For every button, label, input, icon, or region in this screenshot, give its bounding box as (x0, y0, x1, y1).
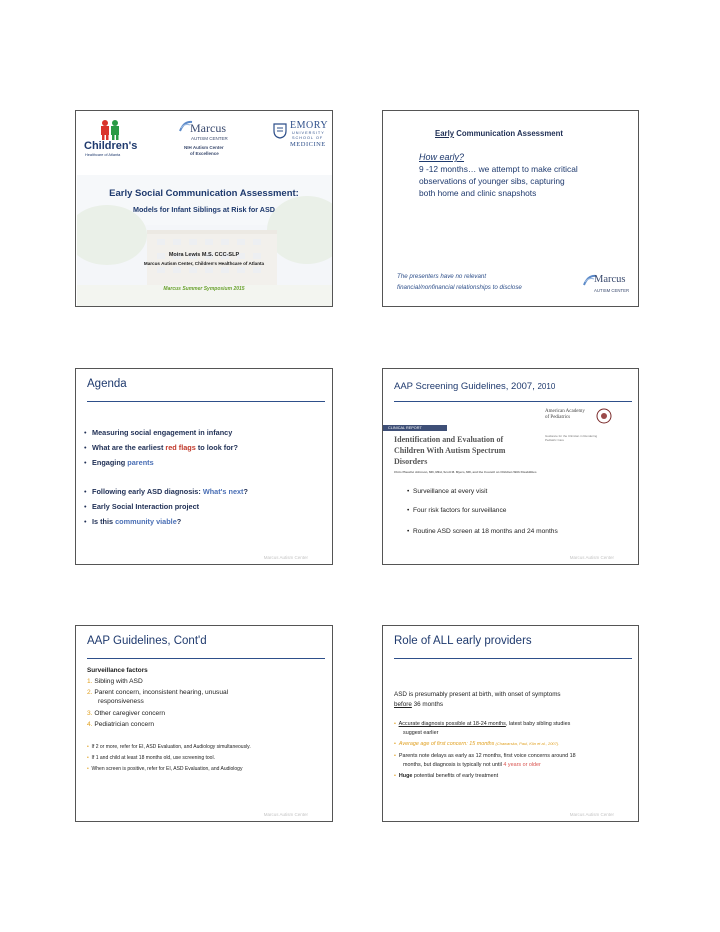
title-rule (394, 401, 632, 402)
slide-title: Role of ALL early providers (394, 635, 532, 647)
footer: Marcus Autism Center (263, 555, 308, 560)
step-1: • If 2 or more, refer for EI, ASD Evaluation, and Audiology simultaneously. (87, 744, 251, 750)
nih-label: NIH Autism Center (184, 145, 224, 150)
slide-title: Agenda (87, 378, 127, 390)
childrens-logo: Children's (84, 140, 138, 152)
presenter-affiliation: Marcus Autism Center, Children's Healthcare of Atlanta (143, 261, 265, 266)
guidance-text: Guidance for the Clinician in Rendering Pediatric Care (545, 434, 598, 442)
bullet-cont: months, but diagnosis is typically not until 4 years or older (403, 762, 541, 768)
paragraph-1: ASD is presumably present at birth, with onset of symptoms (394, 691, 561, 698)
agenda-item: • Engaging parents (92, 458, 154, 467)
factor-2: 2. Parent concern, inconsistent hearing, unusual (87, 689, 229, 696)
aap-name-2: of Pediatrics (545, 415, 571, 420)
factor-1: 1. Sibling with ASD (87, 678, 143, 685)
slide-title (435, 129, 563, 138)
title-rule (87, 658, 325, 659)
presenter-name: Moira Lewis M.S. CCC-SLP (168, 252, 240, 258)
emory-logo: EMORY (290, 120, 329, 131)
footer: Marcus Autism Center (263, 812, 308, 817)
marcus-logo: Marcus (190, 121, 226, 135)
line-2: observations of younger sibs, capturing (419, 176, 565, 186)
paragraph-2: before 36 months (394, 701, 444, 708)
line-1: 9 -12 months… we attempt to make critical (419, 164, 578, 174)
event-name: Marcus Summer Symposium 2015 (163, 286, 245, 292)
slide-title: AAP Guidelines, Cont'd (87, 635, 207, 647)
aap-seal-icon (596, 407, 612, 425)
report-title-2: Children With Autism Spectrum (394, 446, 506, 455)
slide-title (75, 110, 333, 307)
agenda-item: • Following early ASD diagnosis: What's next? (92, 487, 248, 496)
slide-aap-screening (382, 368, 639, 565)
bullet: • Huge potential benefits of early treatment (394, 773, 499, 779)
nih-label-2: of Excellence (190, 151, 219, 156)
disclosure-2: financial/nonfinancial relationships to disclose (397, 284, 522, 291)
childrens-figures-icon (98, 119, 122, 141)
factor-2-cont: responsiveness (98, 698, 144, 705)
slide-aap-guidelines (75, 625, 333, 822)
report-title-3: Disorders (394, 457, 428, 466)
step-2: • If 1 and child at least 18 months old, use screening tool. (87, 755, 215, 761)
report-authors: Chris Plauché Johnson, MD, MEd, Scott M. Myers, MD, and the Council on Children With Disabilities (394, 470, 537, 474)
aap-name: American Academy (545, 409, 585, 414)
marcus-sub: AUTISM CENTER (191, 136, 228, 141)
title: Early Social Communication Assessment: (109, 188, 299, 199)
bullet: • Routine ASD screen at 18 months and 24 months (407, 528, 558, 535)
footer: Marcus Autism Center (569, 555, 614, 560)
step-3: • When screen is positive, refer for EI, ASD Evaluation, and Audiology (87, 766, 243, 772)
report-title-1: Identification and Evaluation of (394, 435, 504, 444)
line-3: both home and clinic snapshots (419, 188, 537, 198)
footer: Marcus Autism Center (569, 812, 614, 817)
bullet: • Parents note delays as early as 12 months, first voice concerns around 18 (394, 753, 576, 759)
emory-shield-icon (273, 123, 287, 139)
agenda-item: • What are the earliest red flags to look for? (92, 443, 238, 452)
bullet: • Four risk factors for surveillance (407, 507, 507, 514)
childrens-sub: Healthcare of Atlanta (85, 153, 121, 157)
question: How early? (419, 152, 465, 162)
slide-title: AAP Screening Guidelines, 2007, 2010 (394, 381, 556, 392)
slide-early-communication (382, 110, 639, 307)
bullet-cont: suggest earlier (403, 730, 439, 736)
slide-role-providers (382, 625, 639, 822)
bullet: • Accurate diagnosis possible at 18-24 months, latest baby sibling studies (394, 721, 571, 727)
factor-4: 4. Pediatrician concern (87, 721, 155, 728)
title-rest: Communication Assessment (454, 129, 563, 138)
agenda-item: • Measuring social engagement in infancy (92, 428, 232, 437)
marcus-sub: AUTISM CENTER (594, 288, 630, 293)
bullet: • Surveillance at every visit (407, 488, 488, 495)
emory-medicine: MEDICINE (290, 141, 326, 148)
title-rule (394, 658, 632, 659)
agenda-item: • Is this community viable? (92, 517, 181, 526)
marcus-logo: Marcus (594, 274, 626, 285)
title-rule (87, 401, 325, 402)
slide-agenda (75, 368, 333, 565)
clinical-report-banner: CLINICAL REPORT (382, 425, 447, 431)
bullet: • Average age of first concern: 15 months (Chawarska, Paul, Klin et al., 2007). (394, 741, 560, 747)
disclosure-1: The presenters have no relevant (397, 273, 487, 280)
factor-3: 3. Other caregiver concern (87, 710, 166, 717)
emory-university: UNIVERSITY (292, 131, 325, 135)
heading: Surveillance factors (87, 667, 148, 674)
title-early: Early (435, 129, 455, 138)
agenda-item: • Early Social Interaction project (92, 502, 199, 511)
subtitle: Models for Infant Siblings at Risk for ASD (133, 205, 275, 214)
emory-school: SCHOOL OF (292, 136, 324, 140)
